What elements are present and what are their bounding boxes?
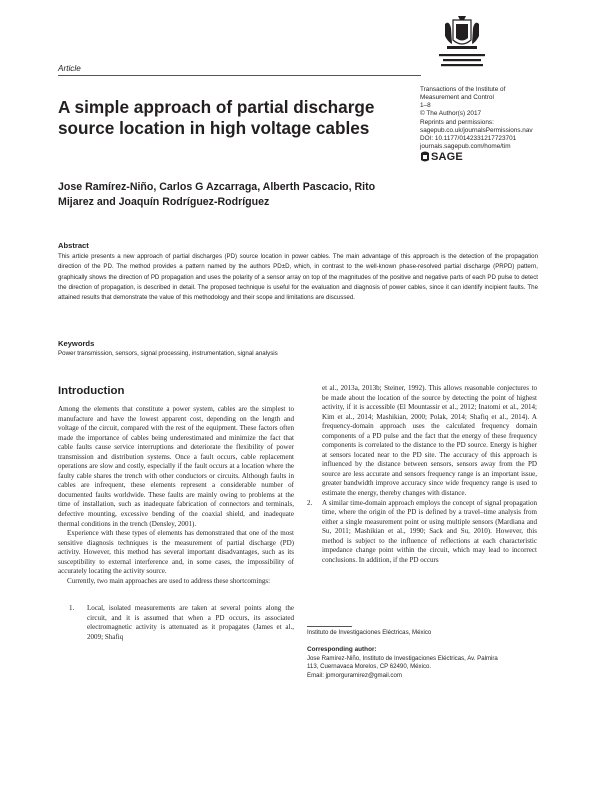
header-rule: [58, 75, 421, 76]
journal-info-line: Transactions of the Institute of: [420, 86, 506, 93]
list-item-number: 1.: [69, 604, 75, 613]
footnote-rule: [307, 626, 352, 627]
introduction-heading: Introduction: [58, 385, 125, 397]
author-list: Jose Ramírez-Niño, Carlos G Azcarraga, Alberth Pascacio, Rito Mijarez and Joaquín Rodríguez-Rodríguez: [58, 181, 376, 209]
list-item-text: Local, isolated measurements are taken at several points along the circuit, and it is assumed that when a PD occurs, its associated electromagnetic activity is attenuated as it propagates (James et al., 2009; Shafiq: [87, 604, 294, 642]
journal-info-block: [420, 86, 580, 163]
body-paragraph: Experience with these types of elements has demonstrated that one of the most sensitive diagnosis techniques is the measurement of partial discharge (PD) activity. However, this method has several important disadvantages, such as its susceptibility to external interference and, in some cases, the impossibility of accurately locating the activity source.: [58, 529, 294, 576]
list-item: [58, 604, 294, 642]
journal-info-line: journals.sagepub.com/home/tim: [420, 143, 511, 151]
affiliation-note: Instituto de Investigaciones Eléctricas, México: [307, 629, 432, 636]
keywords-heading: Keywords: [58, 339, 95, 348]
body-paragraph: Currently, two main approaches are used to address these shortcomings:: [67, 576, 271, 585]
journal-info-line: DOI: 10.1177/0142331217723701: [420, 134, 517, 142]
journal-info-line: sagepub.co.uk/journalsPermissions.nav: [420, 126, 533, 134]
corresponding-author-details: [307, 655, 542, 680]
list-item-number: 2.: [307, 498, 313, 507]
journal-info-line: 1–8: [420, 102, 431, 110]
journal-info-line: Reprints and permissions:: [420, 118, 494, 126]
sage-logo-icon: [420, 151, 580, 163]
journal-info-line: © The Author(s) 2017: [420, 110, 482, 118]
list-item-continuation: et al., 2013a, 2013b; Steiner, 1992). This allows reasonable conjectures to be made about the location of the source by detecting the point of highest activity, if it is accessible (El Mountassir et al., 2012; Inatomi et al., 2014; Kim et al., 2014; Mashikian, 2000; Polak, 2014; Shafiq et al., 2014). A frequency-domain approach uses the calculated frequency domain components of a PD pulse and the fact that the energy of these frequency components is correlated to the distance to the PD source. Energy is higher at sensors located near to the PD site. The accuracy of this approach is influenced by the distance between sensors, sensors away from the PD source are less accurate and sensors frequency range is an important issue, greater bandwidth improve accuracy since wide frequency range is used to estimate the energy, thereby changes with distance.: [322, 384, 537, 498]
article-type-label: Article: [58, 64, 81, 73]
sage-mark-icon: [420, 151, 430, 163]
sage-logo-text: SAGE: [431, 151, 463, 164]
corresponding-author-line: Jose Ramírez-Niño, Instituto de Investigaciones Eléctricas, Av. Palmira: [307, 655, 498, 662]
list-item-text: A similar time-domain approach employs the concept of signal propagation time, where the origin of the PD is defined by a travel–time analysis from either a single measurement point or using multiple sensors (Mardiana and Su, 2011; Mashikian et al., 1990; Sack and Su, 2010). However, this method is subject to the influence of reflections at each characteristic impedance change point within the circuit, which may lead to incorrect conclusions. In addition, if the PD occurs: [322, 498, 537, 564]
journal-info-line: Measurement and Control: [420, 94, 494, 102]
abstract-heading: Abstract: [58, 241, 89, 250]
keywords-text: Power transmission, sensors, signal processing, instrumentation, signal analysis: [58, 350, 278, 357]
abstract-text: This article presents a new approach of partial discharges (PD) source location in power cables. The main advantage of this approach is the detection of the propagation direction of the PD. The method provides a pattern named by the authors PD±D, which, in contrast to the well-known phase-resolved partial discharge (PRPD) pattern, graphically shows the direction of PD propagation and uses the polarity of a sensor array on top of the magnitudes of the positive and negative parts of each PD pulse to detect the direction of propagation, is described in detail. The proposed technique is useful for the evaluation and diagnosis of power cables, since it can identify incipient faults. The attained results that demonstrate the value of this methodology and their scope and limitations are discussed.: [58, 253, 538, 302]
institute-crest-icon: [431, 14, 493, 76]
corresponding-author-heading: Corresponding author:: [307, 646, 377, 653]
article-title: A simple approach of partial discharge source location in high voltage cables: [58, 97, 375, 138]
body-paragraph: Among the elements that constitute a power system, cables are the simplest to manufacture and have the lowest apparent cost, depending on the length and voltage of the circuit, compared with the rest of the equipment. These factors often made the importance of cables being underestimated and minimize the fact that cable faults cause service interruptions and deteriorate the flexibility of power transmission and distribution systems. Once a fault occurs, cable replacement operations are slow and costly, especially if the fault occurs at a location where the faulty cable shares the trench with other conductors or circuits. Although faults in cables are infrequent, these elements represent a considerable number of documented faults worldwide. These faults are mainly owing to problems at the time of installation, such as inadequate fabrication of connectors and terminals, defective mounting, excessive bending of the coaxial shield, and inadequate thermal conditions in the trench (Densley, 2001).: [58, 405, 294, 528]
numbered-list: [58, 604, 294, 642]
corresponding-author-email[interactable]: Email: jpmorguramirez@gmail.com: [307, 671, 402, 679]
left-column: [58, 405, 294, 643]
list-item: [307, 499, 537, 566]
right-column: [307, 384, 537, 565]
corresponding-author-line: 113, Cuernavaca Morelos, CP 62490, México.: [307, 663, 432, 671]
